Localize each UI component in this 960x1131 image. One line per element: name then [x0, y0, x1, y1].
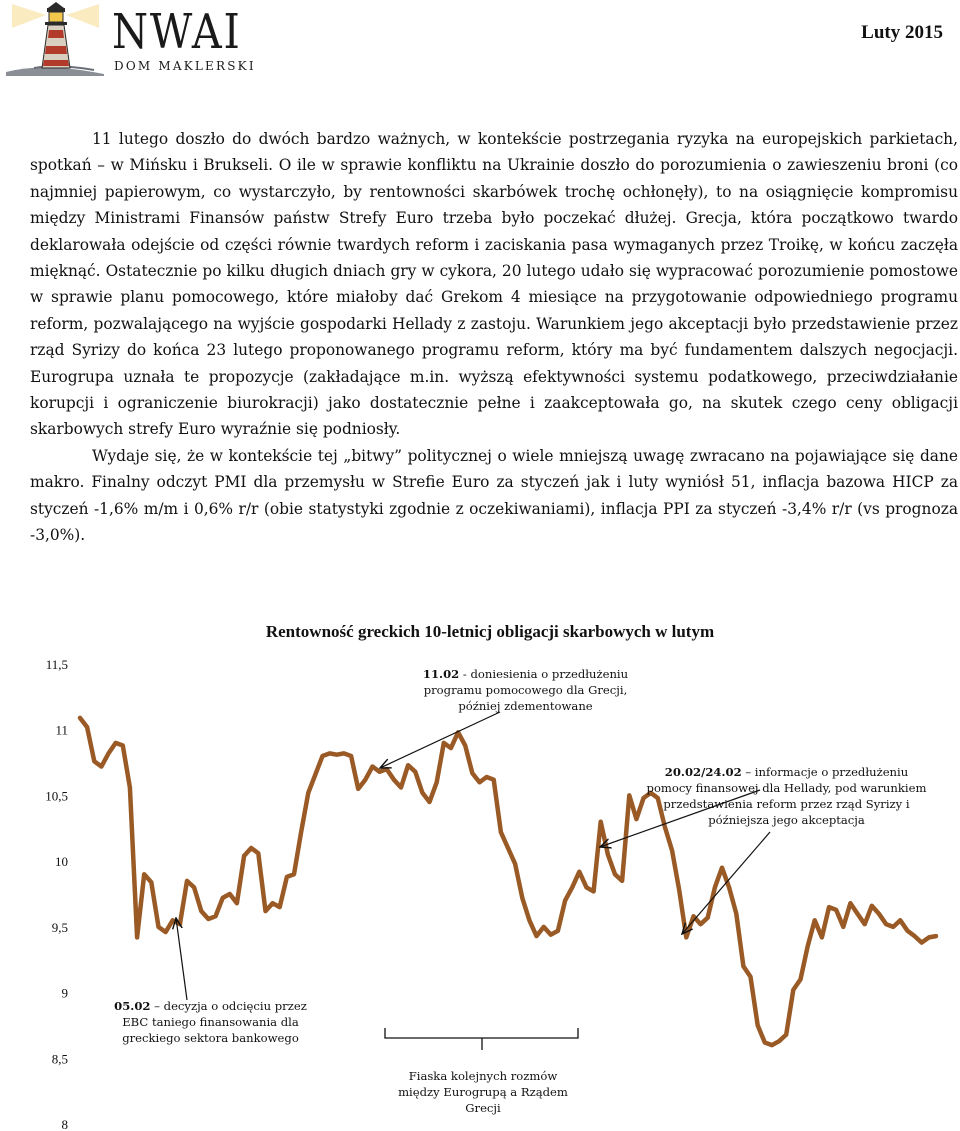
y-tick-label: 10,5 — [45, 788, 68, 804]
data-point — [636, 818, 638, 820]
data-point — [629, 795, 631, 797]
data-point — [279, 906, 281, 908]
data-point — [386, 768, 388, 770]
data-point — [721, 867, 723, 869]
data-point — [807, 946, 809, 948]
data-point — [686, 937, 688, 939]
data-point — [400, 787, 402, 789]
data-point — [108, 753, 110, 755]
data-point — [771, 1044, 773, 1046]
data-point — [379, 771, 381, 773]
data-point — [529, 920, 531, 922]
data-point — [828, 906, 830, 908]
data-point — [550, 934, 552, 936]
data-point — [571, 887, 573, 889]
data-point — [785, 1034, 787, 1036]
data-point — [871, 905, 873, 907]
data-point — [707, 917, 709, 919]
article-body — [30, 126, 958, 549]
data-point — [536, 935, 538, 937]
chart-title: Rentowność greckich 10-letnicj obligacji skarbowych w lutym — [265, 622, 715, 641]
data-point — [621, 880, 623, 882]
data-point — [885, 923, 887, 925]
data-point — [900, 920, 902, 922]
data-point — [579, 871, 581, 873]
data-point — [500, 831, 502, 833]
data-point — [293, 874, 295, 876]
brand-subtitle: DOM MAKLERSKI — [114, 59, 256, 73]
data-point — [864, 923, 866, 925]
data-point — [486, 776, 488, 778]
data-point — [343, 753, 345, 755]
data-point — [522, 897, 524, 899]
data-point — [165, 931, 167, 933]
article-paragraph: 11 lutego doszło do dwóch bardzo ważnych, w kontekście postrzegania ryzyka na europejskich parkietach, spotkań – w Mińsku i Brukseli. O ile w sprawie konfliktu na Ukrainie doszło do porozumienia o zawieszeniu broni (co najmniej papierowym, co wystarczyło, by rentowności skarbówek trochę ochłonęły), to na osiągnięcie kompromisu między Ministrami Finansów państw Strefy Euro trzeba było poczekać dłużej. Grecja, która początkowo twardo deklarowała odejście od części równie twardych reform i zaciskania pasa wymaganych przez Troikę, w końcu zaczęła mięknąć. Ostatecznie po kilku długich dniach gry w cykora, 20 lutego udało się wypracować porozumienie pomostowe w sprawie planu pomocowego, które miałoby dać Grekom 4 miesiące na przygotowanie odpowiedniego programu reform, pozwalającego na wyjście gospodarki Hellady z zastoju. Warunkiem jego akceptacji było przedstawienie przez rząd Syrizy do końca 23 lutego proponowanego programu reform, który ma być fundamentem dalszych negocjacji. Eurogrupa uznała te propozycje (zakładające m.in. wyższą efektywności systemu podatkowego, przeciwdziałanie korupcji i ograniczenie biurokracji) jako dostatecznie pełne i zaakceptowała go, na skutek czego ceny obligacji skarbowych strefy Euro wyraźnie się podniosły. — [30, 130, 958, 439]
data-point — [436, 782, 438, 784]
data-point — [236, 902, 238, 904]
data-point — [607, 854, 609, 856]
data-point — [315, 774, 317, 776]
annotation-text: – informacje o przedłużeniu pomocy finansowej dla Hellady, pod warunkiem przedstawienia reform przez rząd Syrizy i późniejsza jego akceptacja — [646, 765, 927, 827]
data-point — [258, 853, 260, 855]
data-point — [700, 923, 702, 925]
data-point — [443, 742, 445, 744]
y-tick-label: 8,5 — [51, 1051, 68, 1067]
page-header — [0, 0, 960, 80]
data-point — [129, 787, 131, 789]
y-axis-ticks — [45, 657, 68, 1131]
data-point — [215, 916, 217, 918]
data-point — [793, 989, 795, 991]
annotation-text: – decyzja o odcięciu przez EBC taniego finansowania dla greckiego sektora bankowego — [122, 999, 307, 1045]
annotation-text: - doniesienia o przedłużeniu programu pomocowego dla Grecji, później zdementowane — [423, 667, 629, 713]
y-tick-label: 11,5 — [45, 657, 68, 672]
data-point — [764, 1042, 766, 1044]
data-point — [907, 930, 909, 932]
annotation-1102 — [403, 666, 648, 714]
annotation-date: 11.02 — [422, 667, 460, 681]
data-point — [814, 920, 816, 922]
data-point — [728, 887, 730, 889]
data-point — [365, 779, 367, 781]
data-point — [115, 742, 117, 744]
data-point — [935, 935, 937, 937]
data-point — [101, 766, 103, 768]
data-point — [564, 900, 566, 902]
data-point — [450, 747, 452, 749]
data-point — [479, 782, 481, 784]
y-tick-label: 10 — [55, 854, 68, 870]
data-point — [693, 916, 695, 918]
data-point — [308, 792, 310, 794]
y-tick-label: 11 — [55, 722, 68, 738]
data-point — [472, 772, 474, 774]
data-point — [593, 891, 595, 893]
data-point — [201, 910, 203, 912]
data-point — [586, 887, 588, 889]
data-point — [514, 863, 516, 865]
data-point — [757, 1025, 759, 1027]
data-point — [750, 976, 752, 978]
data-point — [464, 745, 466, 747]
data-point — [422, 792, 424, 794]
data-point — [79, 717, 81, 719]
data-point — [300, 831, 302, 833]
brand-name: NWAI — [112, 4, 242, 60]
data-point — [94, 761, 96, 763]
data-point — [857, 913, 859, 915]
data-point — [493, 779, 495, 781]
data-point — [614, 874, 616, 876]
y-tick-label: 8 — [61, 1117, 68, 1131]
data-point — [928, 937, 930, 939]
data-point — [678, 889, 680, 891]
annotation-brace — [385, 1028, 578, 1050]
data-point — [821, 937, 823, 939]
data-point — [407, 764, 409, 766]
data-point — [429, 801, 431, 803]
report-date: Luty 2015 — [861, 22, 943, 43]
data-point — [892, 926, 894, 928]
data-point — [507, 847, 509, 849]
data-point — [415, 771, 417, 773]
data-point — [229, 893, 231, 895]
data-point — [336, 754, 338, 756]
data-point — [179, 923, 181, 925]
data-point — [736, 913, 738, 915]
data-point — [322, 755, 324, 757]
data-point — [878, 913, 880, 915]
data-point — [243, 855, 245, 857]
annotation-arrow-2402 — [682, 832, 770, 934]
data-point — [272, 902, 274, 904]
annotation-talks-failure — [388, 1068, 578, 1116]
data-point — [329, 753, 331, 755]
data-point — [350, 755, 352, 757]
annotation-2002-2402 — [644, 764, 929, 828]
annotation-date: 05.02 — [114, 999, 151, 1013]
lighthouse-logo — [4, 2, 108, 76]
data-point — [914, 935, 916, 937]
data-point — [136, 937, 138, 939]
data-point — [357, 788, 359, 790]
y-tick-label: 9 — [61, 985, 68, 1001]
data-point — [800, 979, 802, 981]
data-point — [671, 850, 673, 852]
annotation-arrow-0502 — [176, 918, 187, 1000]
data-point — [158, 926, 160, 928]
annotation-0502 — [103, 998, 318, 1046]
data-point — [372, 766, 374, 768]
data-point — [286, 876, 288, 878]
data-point — [186, 880, 188, 882]
article-paragraph: Wydaje się, że w kontekście tej „bitwy” politycznej o wiele mniejszą uwagę zwracano na pojawiające się dane makro. Finalny odczyt PMI dla przemysłu w Strefie Euro za styczeń jak i luty wyniósł 51, inflacja bazowa HICP za styczeń -1,6% m/m i 0,6% r/r (obie statystyki zgodnie z oczekiwaniami), inflacja PPI za styczeń -3,4% r/r (vs prognoza -3,0%). — [30, 446, 958, 545]
data-point — [850, 902, 852, 904]
data-point — [151, 881, 153, 883]
data-point — [122, 745, 124, 747]
data-point — [250, 847, 252, 849]
data-point — [265, 910, 267, 912]
yield-chart — [0, 600, 960, 1131]
data-point — [208, 918, 210, 920]
data-point — [778, 1040, 780, 1042]
data-point — [222, 897, 224, 899]
y-tick-label: 9,5 — [51, 919, 68, 935]
data-point — [921, 942, 923, 944]
data-point — [172, 920, 174, 922]
data-point — [543, 926, 545, 928]
data-point — [86, 726, 88, 728]
data-point — [835, 909, 837, 911]
annotation-date: 20.02/24.02 — [664, 765, 742, 779]
data-point — [714, 887, 716, 889]
data-point — [193, 887, 195, 889]
data-point — [143, 874, 145, 876]
data-point — [600, 821, 602, 823]
annotation-text: Fiaska kolejnych rozmów między Eurogrupą a Rządem Grecji — [398, 1069, 568, 1115]
data-point — [743, 966, 745, 968]
data-point — [843, 926, 845, 928]
data-point — [393, 779, 395, 781]
data-point — [557, 930, 559, 932]
